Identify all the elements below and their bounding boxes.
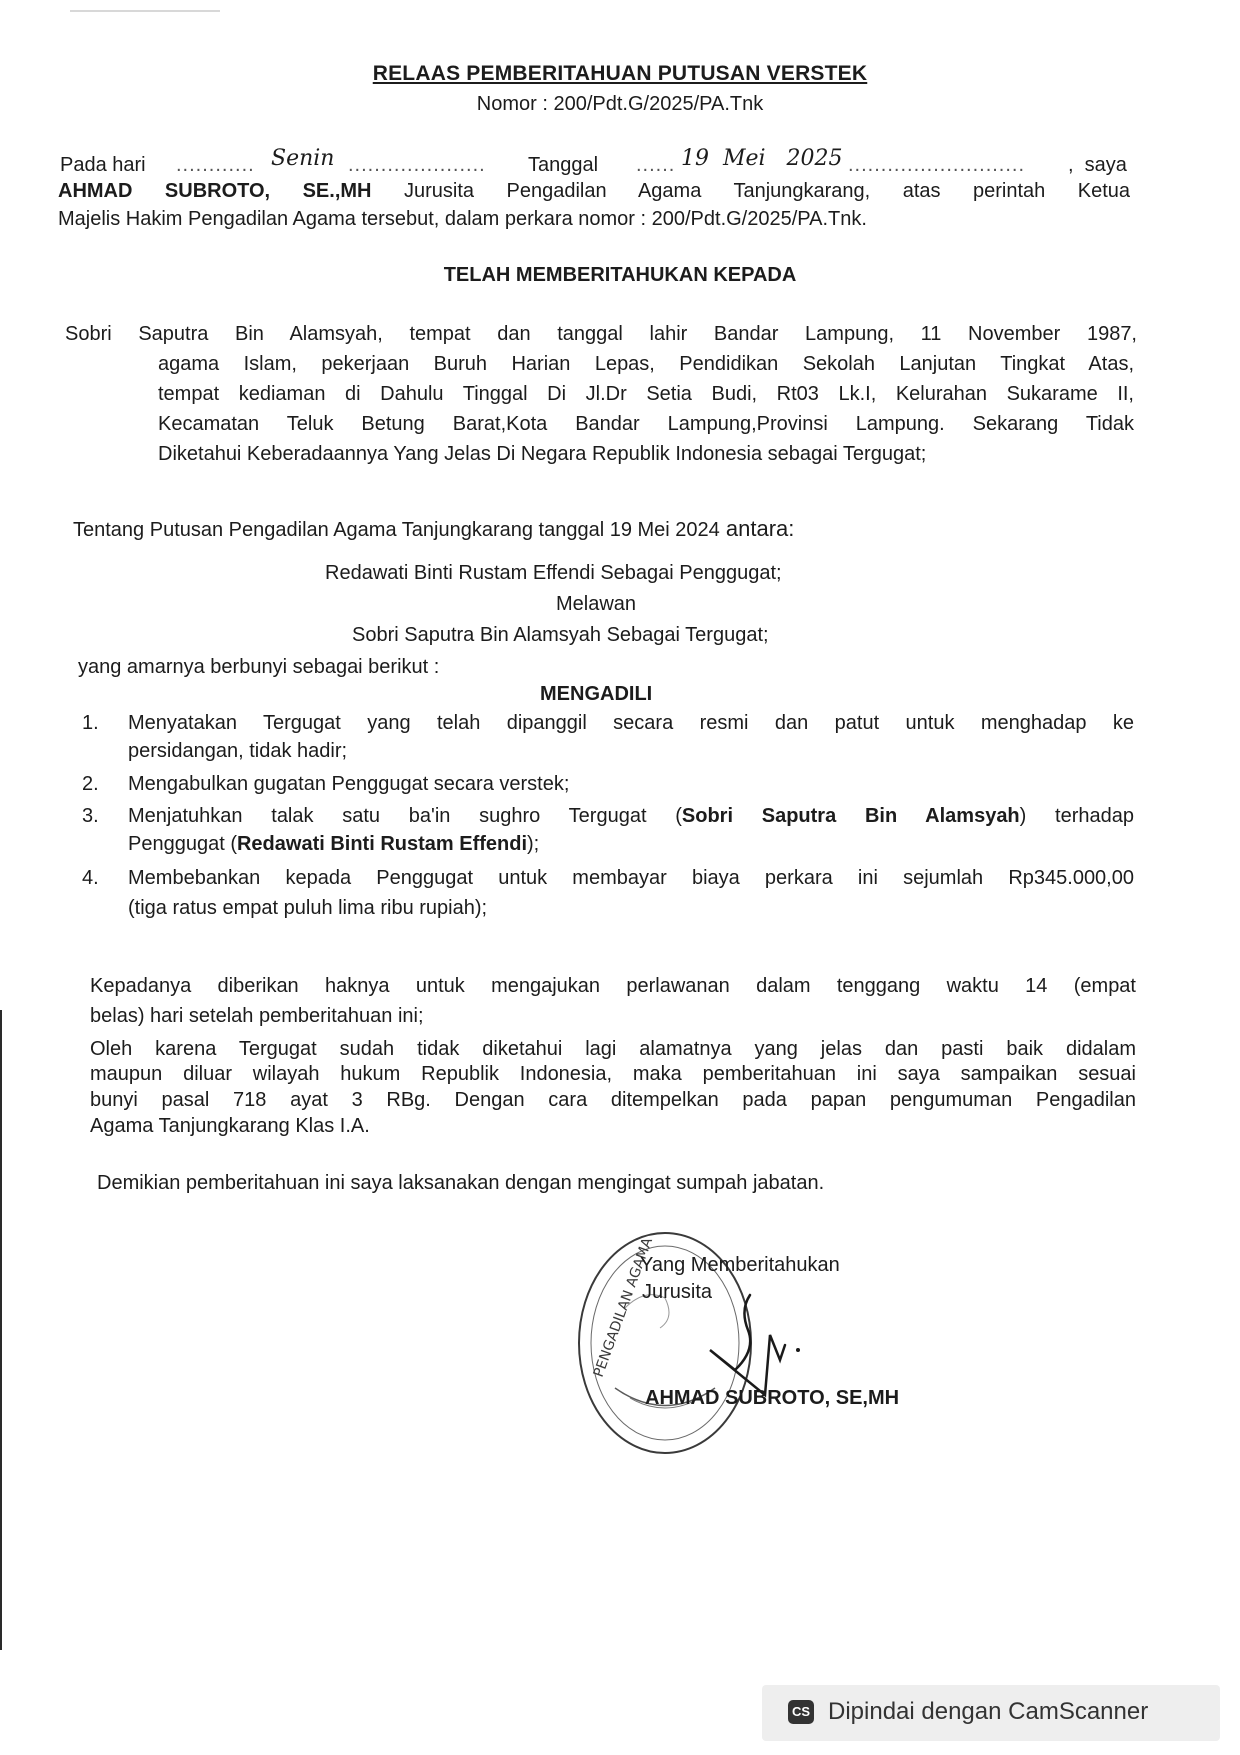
party-line-2: agama Islam, pekerjaan Buruh Harian Lepas, Pendidikan Sekolah Lanjutan Tingkat Atas, xyxy=(158,353,1134,375)
camscanner-logo-icon: CS xyxy=(788,1700,814,1724)
dots-3: ...... xyxy=(636,154,676,176)
tentang-line xyxy=(73,516,794,542)
dots-1: ............ xyxy=(176,154,255,176)
mengadili-heading: MENGADILI xyxy=(540,683,653,705)
opening-line-2-rest: Jurusita Pengadilan Agama Tanjungkarang, atas perintah Ketua xyxy=(403,180,1130,202)
opening-line-2 xyxy=(58,180,1130,203)
camscanner-text: Dipindai dengan CamScanner xyxy=(828,1698,1149,1725)
item-2-line-1: Mengabulkan gugatan Penggugat secara verstek; xyxy=(128,773,570,795)
tentang-text: Tentang Putusan Pengadilan Agama Tanjungkarang tanggal 19 Mei 2024 xyxy=(73,519,720,541)
item-3-text-a: Menjatuhkan talak satu ba'in sughro Tergugat ( xyxy=(128,805,682,827)
item-4-line-1: Membebankan kepada Penggugat untuk membayar biaya perkara ini sejumlah Rp345.000,00 xyxy=(128,867,1134,889)
party-line-1: Sobri Saputra Bin Alamsyah, tempat dan tanggal lahir Bandar Lampung, 11 November 1987, xyxy=(65,323,1137,345)
closing-p2-line-4: Agama Tanjungkarang Klas I.A. xyxy=(90,1115,370,1137)
scan-smudge xyxy=(70,10,220,12)
party-line-5: Diketahui Keberadaannya Yang Jelas Di Negara Republik Indonesia sebagai Tergugat; xyxy=(158,443,927,465)
document-number: Nomor : 200/Pdt.G/2025/PA.Tnk xyxy=(476,93,764,115)
penggugat-line: Redawati Binti Rustam Effendi Sebagai Penggugat; xyxy=(325,562,782,584)
signature-title: Yang Memberitahukan xyxy=(640,1254,840,1276)
item-1-number: 1. xyxy=(82,712,99,734)
handwritten-day: Senin xyxy=(271,146,335,171)
closing-p2-line-2: maupun diluar wilayah hukum Republik Indonesia, maka pemberitahuan ini saya sampaikan sesuai xyxy=(90,1063,1136,1085)
item-2-number: 2. xyxy=(82,773,99,795)
antara-text: antara: xyxy=(719,516,795,541)
scan-edge-line xyxy=(0,1010,2,1650)
signatory-name: AHMAD SUBROTO, SE,MH xyxy=(645,1387,900,1409)
item-3-plaintiff-bold: Redawati Binti Rustam Effendi xyxy=(236,833,528,855)
item-3-line2-c: ); xyxy=(527,833,540,855)
item-4-line-2: (tiga ratus empat puluh lima ribu rupiah); xyxy=(128,897,488,919)
opening-line-3: Majelis Hakim Pengadilan Agama tersebut, dalam perkara nomor : 200/Pdt.G/2025/PA.Tnk. xyxy=(58,208,867,230)
handwritten-date: 19 Mei 2025 xyxy=(681,146,843,171)
pada-hari-label: Pada hari xyxy=(60,154,146,176)
dots-2: ..................... xyxy=(348,154,486,176)
item-3-number: 3. xyxy=(82,805,99,827)
item-1-line-2: persidangan, tidak hadir; xyxy=(128,740,348,762)
amar-intro: yang amarnya berbunyi sebagai berikut : xyxy=(78,656,440,678)
document-title: RELAAS PEMBERITAHUAN PUTUSAN VERSTEK xyxy=(372,62,868,85)
item-3-text-c: ) terhadap xyxy=(1019,805,1135,827)
closing-p3: Demikian pemberitahuan ini saya laksanakan dengan mengingat sumpah jabatan. xyxy=(97,1172,825,1194)
item-1-line-1: Menyatakan Tergugat yang telah dipanggil secara resmi dan patut untuk menghadap ke xyxy=(128,712,1134,734)
closing-p2-line-1: Oleh karena Tergugat sudah tidak diketahui lagi alamatnya yang jelas dan pasti baik didalam xyxy=(90,1038,1136,1060)
party-line-4: Kecamatan Teluk Betung Barat,Kota Bandar Lampung,Provinsi Lampung. Sekarang Tidak xyxy=(158,413,1134,435)
closing-p1-line-1: Kepadanya diberikan haknya untuk mengajukan perlawanan dalam tenggang waktu 14 (empat xyxy=(90,975,1136,997)
tanggal-label: Tanggal xyxy=(528,154,599,176)
signature-role: Jurusita xyxy=(642,1281,713,1303)
item-3-line-1 xyxy=(128,805,1134,828)
item-3-defendant-bold: Sobri Saputra Bin Alamsyah xyxy=(681,805,1020,827)
saya-text: , saya xyxy=(1068,154,1127,176)
party-line-3: tempat kediaman di Dahulu Tinggal Di Jl.Dr Setia Budi, Rt03 Lk.I, Kelurahan Sukarame II, xyxy=(158,383,1134,405)
tergugat-line: Sobri Saputra Bin Alamsyah Sebagai Tergugat; xyxy=(352,624,769,646)
melawan-line: Melawan xyxy=(556,593,637,615)
notified-heading: TELAH MEMBERITAHUKAN KEPADA xyxy=(443,264,797,286)
item-4-number: 4. xyxy=(82,867,99,889)
item-3-line-2 xyxy=(128,833,1134,856)
item-3-line2-a: Penggugat ( xyxy=(128,833,237,855)
dots-4: ........................... xyxy=(848,154,1026,176)
closing-p1-line-2: belas) hari setelah pemberitahuan ini; xyxy=(90,1005,424,1027)
closing-p2-line-3: bunyi pasal 718 ayat 3 RBg. Dengan cara ditempelkan pada papan pengumuman Pengadilan xyxy=(90,1089,1136,1111)
opening-line-1 xyxy=(58,146,1130,180)
signature-scribble xyxy=(690,1290,820,1400)
stamp-text: PENGADILAN AGAMA xyxy=(590,1235,657,1380)
officer-name: AHMAD SUBROTO, SE.,MH xyxy=(58,180,372,202)
